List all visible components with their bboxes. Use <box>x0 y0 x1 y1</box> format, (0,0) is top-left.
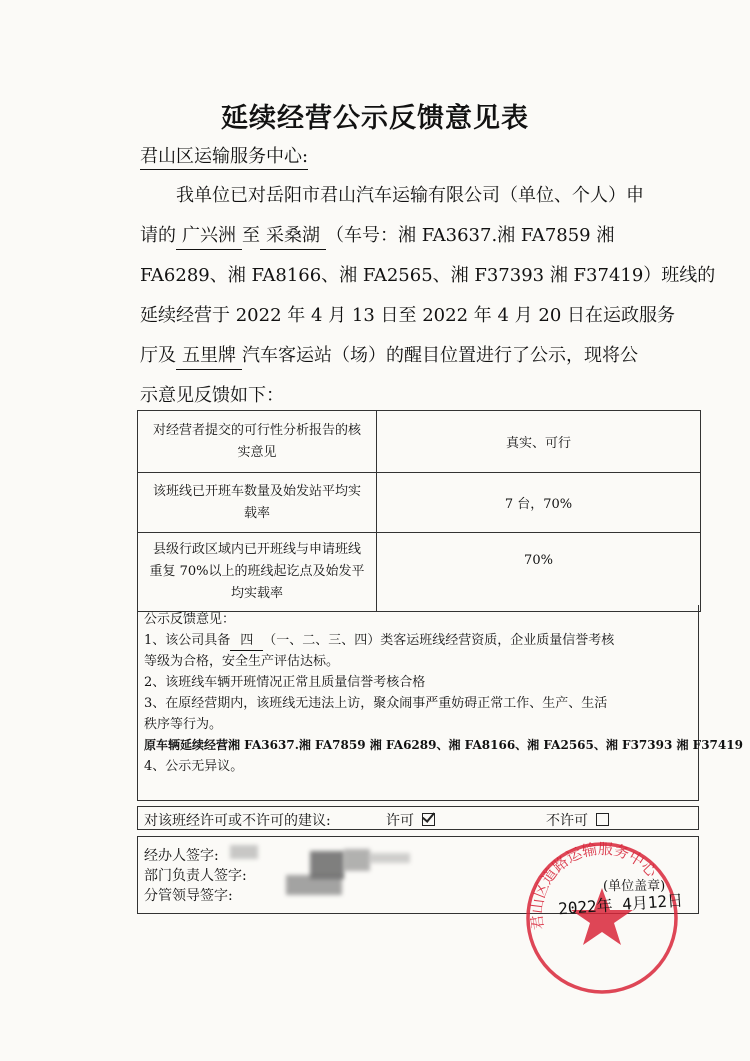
table-row <box>138 533 701 612</box>
feedback-item-4: 4、公示无异议。 <box>144 759 244 774</box>
body-line-5 <box>140 336 638 376</box>
station-field: 五里牌 <box>176 343 242 370</box>
permit-checkbox[interactable] <box>422 813 435 826</box>
feedback-heading: 公示反馈意见： <box>144 612 236 627</box>
table-answer: 真实、可行 <box>377 411 701 473</box>
body-line-3: FA6289、湘 FA8166、湘 FA2565、湘 F37393 湘 F37419）班线的 <box>140 265 716 286</box>
feedback-section <box>137 605 743 801</box>
table-question: 该班线已开班车数量及始发站平均实载率 <box>138 473 377 533</box>
body-line-2-suffix: （车号：湘 FA3637.湘 FA7859 湘 <box>326 225 615 246</box>
origin-field: 广兴洲 <box>176 223 242 250</box>
body-line-4: 延续经营于 2022 年 4 月 13 日至 2022 年 4 月 20 日在运政服务 <box>140 305 675 326</box>
unit-seal-label: (单位盖章) <box>603 879 666 894</box>
feedback-item-3-cont: 秩序等行为。 <box>144 717 223 732</box>
deny-label: 不许可 <box>546 813 588 829</box>
body-line-6: 示意见反馈如下： <box>140 385 284 406</box>
opinion-label: 对该班经许可或不许可的建议: <box>144 813 331 829</box>
redacted-signature <box>286 875 342 895</box>
permit-label: 许可 <box>386 813 414 829</box>
feedback-item-1 <box>144 630 692 651</box>
redacted-signature <box>344 849 370 871</box>
table-row <box>138 473 701 533</box>
vehicle-list: 原车辆延续经营湘 FA3637.湘 FA7859 湘 FA6289、湘 FA8166、湘 FA2565、湘 F37393 湘 F37419 <box>144 738 743 752</box>
leader-signature-label: 分管领导签字: <box>144 888 233 904</box>
feedback-item-1-prefix: 1、该公司具备 <box>144 633 231 648</box>
seal-text: 君山区道路运输服务中心 <box>527 839 661 931</box>
handler-signature-label: 经办人签字: <box>144 848 219 864</box>
body-line-5-suffix: 汽车客运站（场）的醒目位置进行了公示，现将公 <box>242 345 638 366</box>
handwritten-date: 2022年 4月12日 <box>557 890 684 919</box>
table-question: 对经营者提交的可行性分析报告的核实意见 <box>138 411 377 473</box>
table-answer: 7 台，70% <box>377 473 701 533</box>
dept-head-signature-label: 部门负责人签字: <box>144 868 247 884</box>
review-table <box>137 410 701 612</box>
feedback-item-1-cont: 等级为合格，安全生产评估达标。 <box>144 654 340 669</box>
destination-field: 采桑湖 <box>260 223 326 250</box>
permit-option[interactable] <box>386 810 435 830</box>
body-line-2-prefix: 请的 <box>140 225 176 246</box>
table-answer: 70% <box>377 533 701 612</box>
body-line-2-mid: 至 <box>242 225 260 246</box>
redacted-signature <box>230 845 258 859</box>
deny-checkbox[interactable] <box>596 813 609 826</box>
grade-field: 四 <box>230 632 263 651</box>
document-title: 延续经营公示反馈意见表 <box>221 103 529 134</box>
redacted-signature <box>370 853 410 863</box>
body-line-1: 我单位已对岳阳市君山汽车运输有限公司（单位、个人）申 <box>176 185 644 206</box>
body-line-2 <box>140 216 614 256</box>
feedback-item-3: 3、在原经营期内，该班线无违法上访，聚众闹事严重妨碍正常工作、生产、生活 <box>144 696 608 711</box>
feedback-item-2: 2、该班线车辆开班情况正常且质量信誉考核合格 <box>144 675 426 690</box>
body-line-5-prefix: 厅及 <box>140 345 176 366</box>
table-question: 县级行政区域内已开班线与申请班线重复 70%以上的班线起讫点及始发平均实载率 <box>138 533 377 612</box>
table-row <box>138 411 701 473</box>
feedback-item-1-suffix: （一、二、三、四）类客运班线经营资质，企业质量信誉考核 <box>263 633 615 648</box>
addressee: 君山区运输服务中心: <box>140 145 308 170</box>
